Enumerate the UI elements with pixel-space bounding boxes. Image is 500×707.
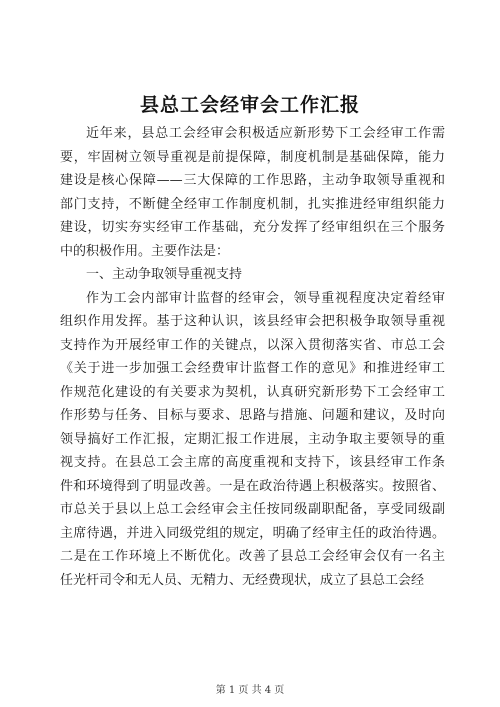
section-heading: 一、主动争取领导重视支持: [86, 267, 243, 282]
paragraph-line: 领导搞好工作汇报，定期汇报工作进展，主动争取主要领导的重: [60, 431, 445, 447]
paragraph-line: 任光杆司令和无人员、无精力、无经费现状，成立了县总工会经: [60, 572, 425, 588]
paragraph-line: 主席待遇，并进入同级党组的规定，明确了经审主任的政治待遇。: [60, 525, 445, 541]
paragraph-line: 二是在工作环境上不断优化。改善了县总工会经审会仅有一名主: [60, 549, 445, 564]
paragraph-line: 作规范化建设的有关要求为契机，认真研究新形势下工会经审工: [60, 384, 445, 400]
paragraph-line: 近年来，县总工会经审会积极适应新形势下工会经审工作需: [86, 126, 445, 141]
page-footer: 第 1 页 共 4 页: [215, 685, 285, 696]
paragraph-line: 建设，切实夯实经审工作基础，充分发挥了经审组织在三个服务: [60, 220, 445, 235]
document-title: 县总工会经审会工作汇报: [139, 94, 360, 116]
paragraph-line: 中的积极作用。主要作法是：: [60, 243, 230, 259]
document-body: [60, 122, 445, 592]
paragraph-line: 作为工会内部审计监督的经审会，领导重视程度决定着经审: [86, 290, 445, 306]
paragraph-line: 市总关于县以上总工会经审会主任按同级副职配备，享受同级副: [60, 502, 445, 517]
paragraph-line: 部门支持，不断健全经审工作制度机制，扎实推进经审组织能力: [60, 196, 445, 212]
paragraph-line: 视支持。在县总工会主席的高度重视和支持下，该县经审工作条: [60, 455, 445, 470]
paragraph-line: 作形势与任务、目标与要求、思路与措施、问题和建议，及时向: [60, 408, 445, 423]
paragraph-line: 支持作为开展经审工作的关键点，以深入贯彻落实省、市总工会: [60, 337, 445, 353]
paragraph-line: 建设是核心保障——三大保障的工作思路，主动争取领导重视和: [60, 173, 445, 188]
paragraph-line: 件和环境得到了明显改善。一是在政治待遇上积极落实。按照省、: [60, 478, 445, 494]
paragraph-line: 《关于进一步加强工会经费审计监督工作的意见》和推进经审工: [60, 361, 445, 376]
paragraph-line: 要，牢固树立领导重视是前提保障，制度机制是基础保障，能力: [60, 149, 445, 165]
paragraph-line: 组织作用发挥。基于这种认识，该县经审会把积极争取领导重视: [60, 314, 445, 329]
